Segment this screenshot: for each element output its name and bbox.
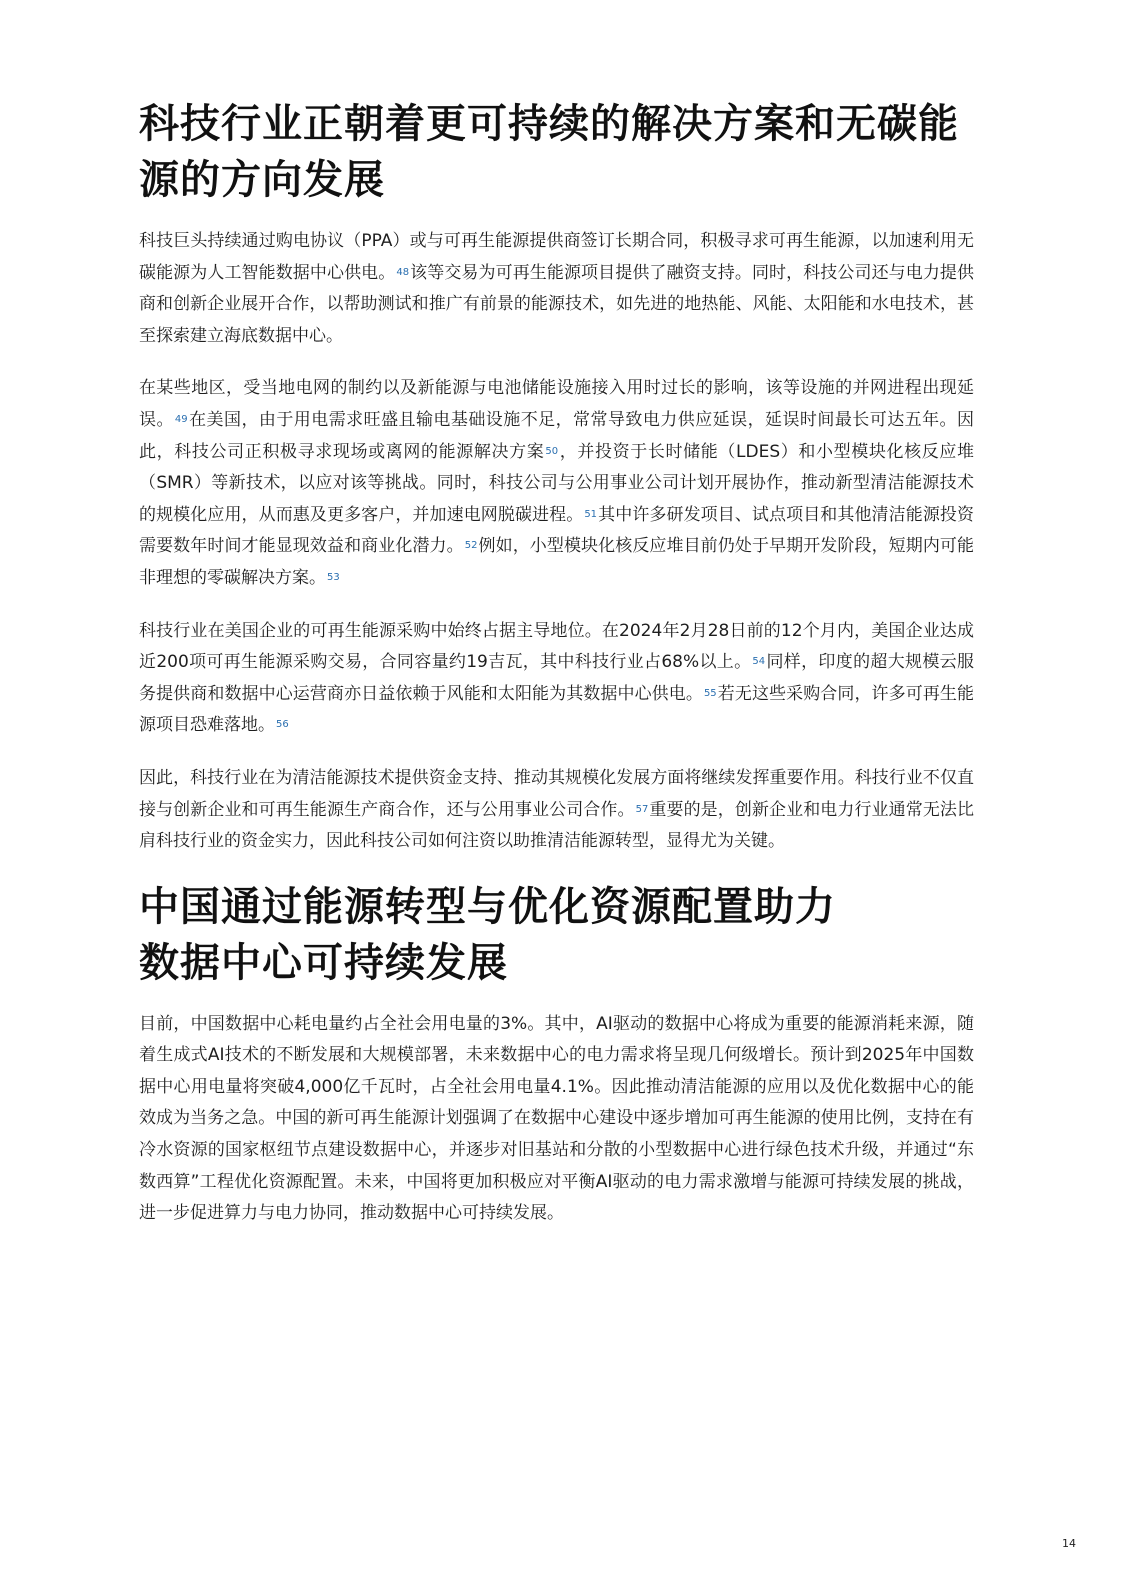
paragraph-procurement [139, 616, 974, 742]
paragraph-china-energy: 目前，中国数据中心耗电量约占全社会用电量的3%。其中，AI驱动的数据中心将成为重要的能源消耗来源，随着生成式AI技术的不断发展和大规模部署，未来数据中心的电力需求将呈现几何级增长。预计到2025年中国数据中心用电量将突破4,000亿千瓦时，占全社会用电量4.1%。因此推动清洁能源的应用以及优化数据中心的能效成为当务之急。中国的新可再生能源计划强调了在数据中心建设中逐步增加可再生能源的使用比例，支持在有冷水资源的国家枢纽节点建设数据中心，并逐步对旧基站和分散的小型数据中心进行绿色技术升级，并通过“东数西算”工程优化资源配置。未来，中国将更加积极应对平衡AI驱动的电力需求激增与能源可持续发展的挑战，进一步促进算力与电力协同，推动数据中心可持续发展。 [139, 1013, 974, 1224]
page-number: 14 [1062, 1537, 1076, 1550]
text-span: 因此，科技行业在为清洁能源技术提供资金支持、推动其规模化发展方面将继续发挥重要作用。科技行业不仅直接与创新企业和可再生能源生产商合作，还与公用事业公司合作。 [139, 767, 974, 820]
heading-line-1: 科技行业正朝着更可持续的解决方案和无碳能 [139, 101, 959, 147]
footnote-ref-56[interactable]: 56 [276, 719, 289, 731]
heading-line-2: 源的方向发展 [139, 157, 385, 203]
section-heading-tech-sustainability [139, 96, 974, 208]
paragraph-grid-delays [139, 373, 974, 594]
paragraph-ppa [139, 226, 974, 352]
text-span: 其中许多研发项目、试点项目和其他清洁能源投资需要数年时间才能显现效益和商业化潜力。 [139, 504, 975, 557]
text-span: 例如，小型模块化核反应堆目前仍处于早期开发阶段，短期内可能非理想的零碳解决方案。 [139, 536, 975, 588]
footnote-ref-57[interactable]: 57 [635, 803, 649, 815]
footnote-ref-48[interactable]: 48 [396, 266, 410, 278]
footnote-ref-55[interactable]: 55 [703, 687, 717, 699]
text-span: 在美国，由于用电需求旺盛且输电基础设施不足，常常导致电力供应延误，延误时间最长可达五年。因此，科技公司正积极寻求现场或离网的能源解决方案 [139, 409, 974, 462]
text-span: ，并投资于长时储能（LDES）和小型模块化核反应堆（SMR）等新技术，以应对该等挑战。同时，科技公司与公用事业公司计划开展协作，推动新型清洁能源技术的规模化应用，从而惠及更多客户，并加速电网脱碳进程。 [139, 441, 975, 525]
footnote-ref-52[interactable]: 52 [464, 540, 478, 552]
footnote-ref-49[interactable]: 49 [174, 413, 188, 425]
text-span: 在某些地区，受当地电网的制约以及新能源与电池储能设施接入用时过长的影响，该等设施的并网进程出现延误。 [139, 378, 974, 430]
text-span: 重要的是，创新企业和电力行业通常无法比肩科技行业的资金实力，因此科技公司如何注资以助推清洁能源转型，显得尤为关键。 [139, 799, 975, 852]
text-span: 该等交易为可再生能源项目提供了融资支持。同时，科技公司还与电力提供商和创新企业展开合作，以帮助测试和推广有前景的能源技术，如先进的地热能、风能、太阳能和水电技术，甚至探索建立海底数据中心。 [139, 262, 975, 346]
footnote-ref-54[interactable]: 54 [752, 656, 766, 668]
heading-line-2: 数据中心可持续发展 [139, 939, 508, 986]
footnote-ref-51[interactable]: 51 [584, 508, 598, 520]
section-heading-china-datacenter [139, 879, 974, 991]
page-content [139, 96, 974, 1251]
text-span: 若无这些采购合同，许多可再生能源项目恐难落地。 [139, 683, 975, 736]
text-span: 科技巨头持续通过购电协议（PPA）或与可再生能源提供商签订长期合同，积极寻求可再生能源，以加速利用无碳能源为人工智能数据中心供电。 [139, 231, 974, 283]
paragraph-funding-role [139, 763, 974, 858]
text-span: 科技行业在美国企业的可再生能源采购中始终占据主导地位。在2024年2月28日前的12个月内，美国企业达成近200项可再生能源采购交易，合同容量约19吉瓦，其中科技行业占68%以上。 [139, 620, 974, 673]
text-span: 同样，印度的超大规模云服务提供商和数据中心运营商亦日益依赖于风能和太阳能为其数据中心供电。 [139, 652, 974, 704]
footnote-ref-53[interactable]: 53 [327, 571, 340, 583]
footnote-ref-50[interactable]: 50 [545, 445, 559, 457]
heading-line-1: 中国通过能源转型与优化资源配置助力 [139, 883, 836, 930]
